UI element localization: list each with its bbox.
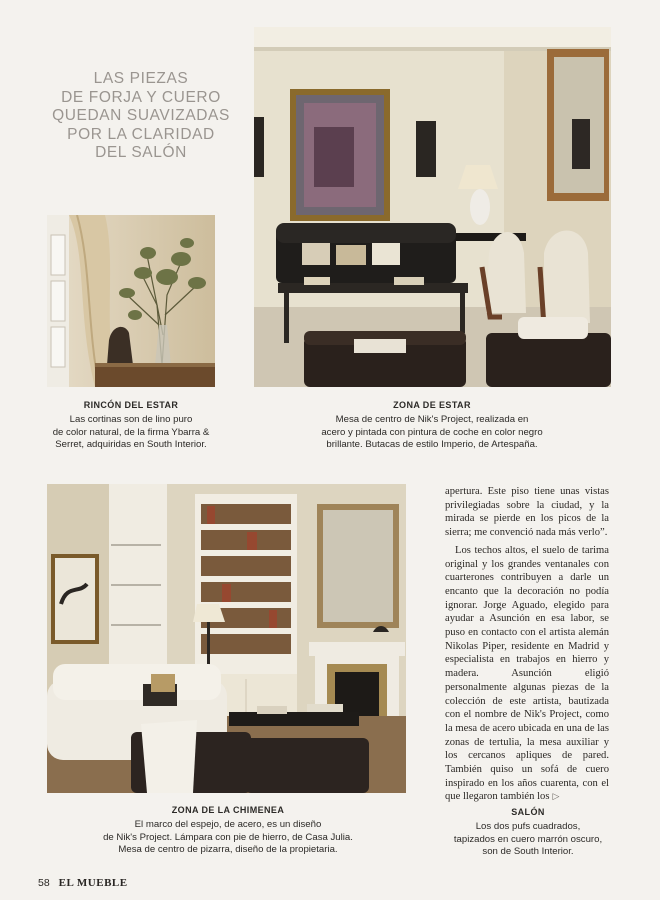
pull-quote-line: DE FORJA Y CUERO <box>61 88 221 106</box>
page-footer <box>38 877 128 889</box>
pull-quote-line: LAS PIEZAS <box>93 70 189 87</box>
body-paragraph: apertura. Este piso tiene unas vistas privilegiadas sobre la ciudad, y la mirada se pierde en los picos de la sierra; me convenció nada más verlo”. <box>445 486 609 539</box>
caption-salon <box>438 806 618 859</box>
caption-line: Los dos pufs cuadrados, <box>475 820 581 832</box>
photo-zona-de-la-chimenea <box>47 484 406 793</box>
pull-quote <box>52 70 230 163</box>
body-paragraph <box>445 544 609 805</box>
pull-quote-line: QUEDAN SUAVIZADAS <box>52 107 230 124</box>
caption-zona-de-la-chimenea <box>88 804 368 857</box>
living-room-illustration <box>254 27 611 387</box>
photo-zona-de-estar <box>254 27 611 387</box>
caption-line: El marco del espejo, de acero, es un diseño <box>134 818 322 830</box>
caption-title: ZONA DE ESTAR <box>393 400 471 410</box>
fireplace-room-illustration <box>47 484 406 793</box>
caption-line: Mesa de centro de pizarra, diseño de la propietaria. <box>118 844 338 856</box>
caption-line: Serret, adquiridas en South Interior. <box>55 439 207 451</box>
caption-line: brillante. Butacas de estilo Imperio, de Artespaña. <box>326 439 538 451</box>
pull-quote-line: POR LA CLARIDAD <box>67 125 215 143</box>
caption-line: acero y pintada con pintura de coche en color negro <box>321 426 543 438</box>
caption-line: son de South Interior. <box>482 846 574 858</box>
caption-zona-de-estar <box>296 399 568 452</box>
caption-line: de Nik's Project. Lámpara con pie de hierro, de Casa Julia. <box>103 831 353 843</box>
caption-rincon-del-estar <box>40 399 222 452</box>
caption-title: ZONA DE LA CHIMENEA <box>171 805 285 815</box>
photo-rincon-del-estar <box>47 215 215 387</box>
caption-title: SALÓN <box>511 807 545 817</box>
caption-line: Las cortinas son de lino puro <box>69 413 193 425</box>
caption-title: RINCÓN DEL ESTAR <box>83 400 179 410</box>
vase-branches-illustration <box>47 215 215 387</box>
caption-line: tapizados en cuero marrón oscuro, <box>453 833 603 845</box>
article-body <box>445 485 609 805</box>
pull-quote-line: DEL SALÓN <box>95 144 187 161</box>
page-number: 58 <box>38 877 50 889</box>
magazine-name: EL MUEBLE <box>58 877 128 889</box>
caption-line: Mesa de centro de Nik's Project, realizada en <box>335 413 529 425</box>
caption-line: de color natural, de la firma Ybarra & <box>52 426 210 438</box>
body-paragraph-text: Los techos altos, el suelo de tarima original y los grandes ventanales con cuarterones contribuyen a darle un encanto que la decoración no podía ignorar. Jorge Aguado, elegido para ayudar a Asunción en esa labor, se puso en contacto con el artista alemán Nikolas Piper, residente en Madrid y especialista en trabajos en hierro y madera. Asunción eligió personalmente algunas piezas de la colección de este artista, bautizada con el nombre de Nik's Project, como la mesa de acero ubicada en una de las zonas de tertulia, la mesa auxiliar y los cercanos apliques de pared. También quiso un sofá de cuero inspirado en los años cuarenta, con el que llegaron también los <box>445 544 609 803</box>
continue-arrow-icon: ▷ <box>552 792 560 803</box>
